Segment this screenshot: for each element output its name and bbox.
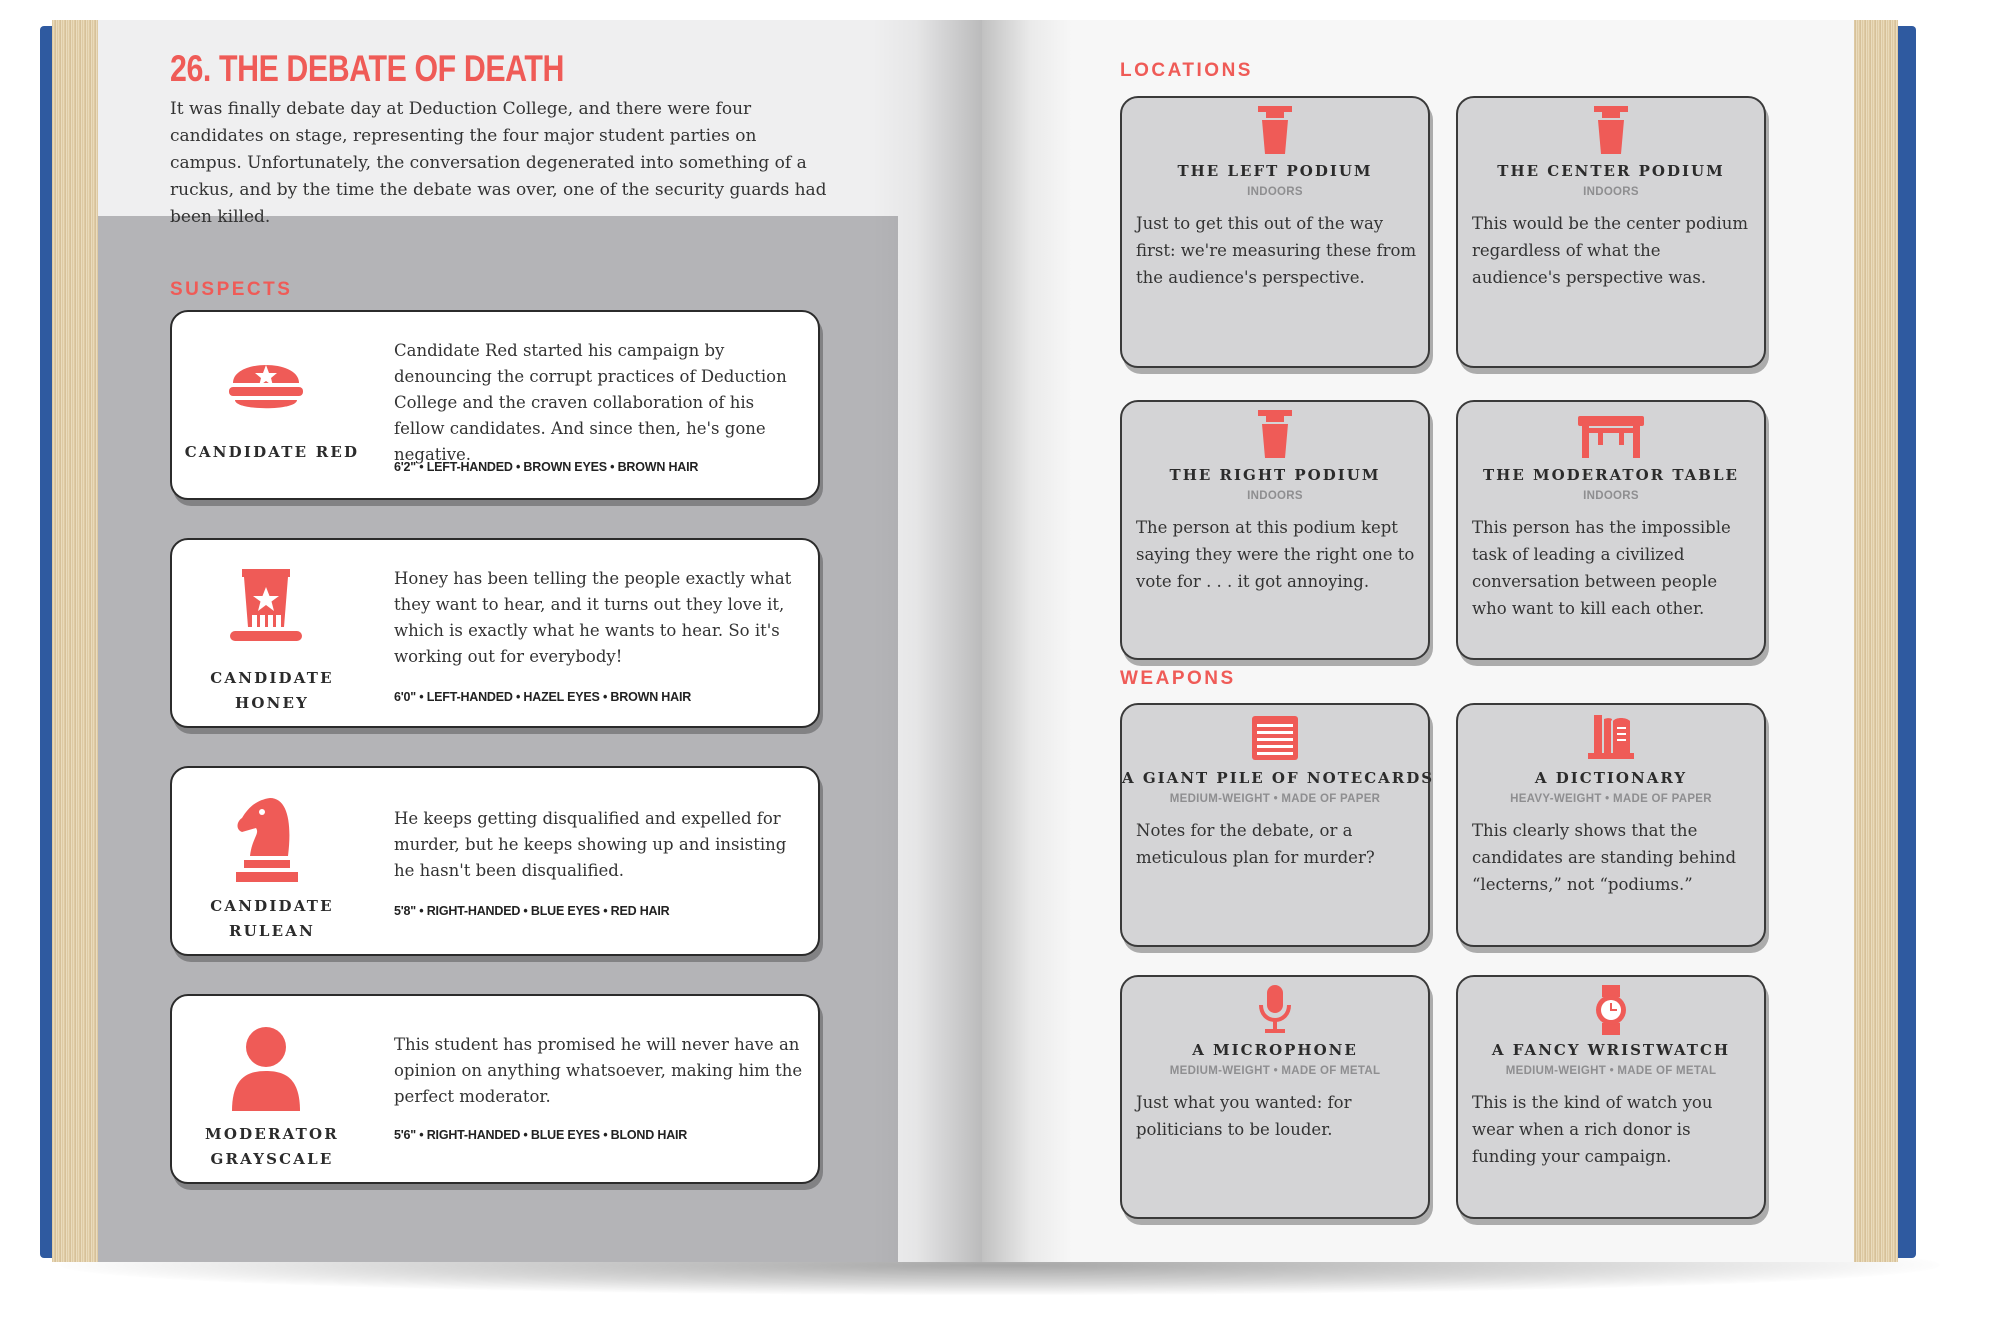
weapon-description: This is the kind of watch you wear when a rich donor is funding your campaign. — [1472, 1093, 1713, 1166]
page-edges-left — [52, 20, 100, 1262]
suspect-stats: 6'0" • LEFT-HANDED • HAZEL EYES • BROWN HAIR — [394, 690, 692, 704]
chess-knight-icon — [216, 790, 316, 890]
location-card-moderator-table — [1456, 400, 1766, 660]
weapon-sub: HEAVY-WEIGHT • MADE OF PAPER — [1510, 793, 1712, 805]
podium-icon — [1122, 410, 1428, 460]
weapon-card-microphone — [1120, 975, 1430, 1219]
location-sub: INDOORS — [1247, 490, 1303, 502]
suspect-card-red — [170, 310, 820, 500]
weapon-sub: MEDIUM-WEIGHT • MADE OF METAL — [1505, 1065, 1717, 1077]
right-page — [982, 20, 1854, 1262]
locations-heading: LOCATIONS — [1120, 60, 1253, 81]
location-name: THE RIGHT PODIUM — [1169, 466, 1381, 484]
suspect-stats: 6'2" • LEFT-HANDED • BROWN EYES • BROWN HAIR — [394, 460, 699, 474]
weapon-card-dictionary — [1456, 703, 1766, 947]
microphone-icon — [1122, 985, 1428, 1035]
location-sub: INDOORS — [1583, 186, 1639, 198]
spine-shadow-left — [872, 20, 982, 1262]
wristwatch-icon — [1458, 985, 1764, 1035]
location-sub: INDOORS — [1247, 186, 1303, 198]
weapon-description: Notes for the debate, or a meticulous plan for murder? — [1136, 821, 1375, 867]
page-edges-right — [1852, 20, 1898, 1262]
weapon-sub: MEDIUM-WEIGHT • MADE OF METAL — [1169, 1065, 1381, 1077]
weapon-description: Just what you wanted: for politicians to be louder. — [1136, 1093, 1352, 1139]
weapon-name: A GIANT PILE OF NOTECARDS — [1122, 769, 1435, 787]
suspect-card-honey — [170, 538, 820, 728]
police-cap-icon — [216, 334, 316, 434]
weapon-sub: MEDIUM-WEIGHT • MADE OF PAPER — [1169, 793, 1381, 805]
location-description: Just to get this out of the way first: we're measuring these from the audience's perspective. — [1136, 214, 1417, 287]
weapon-name: A DICTIONARY — [1534, 769, 1688, 787]
suspect-card-rulean — [170, 766, 820, 956]
weapon-card-wristwatch — [1456, 975, 1766, 1219]
suspect-name: CANDIDATE RED — [184, 443, 360, 461]
spine-shadow-right — [982, 20, 1072, 1262]
suspect-stats: 5'6" • RIGHT-HANDED • BLUE EYES • BLOND HAIR — [394, 1128, 688, 1142]
suspect-description: Honey has been telling the people exactly what they want to hear, and it turns out they love it, which is exactly what he wants to hear. So it's working out for everybody! — [394, 569, 792, 666]
location-sub: INDOORS — [1583, 490, 1639, 502]
podium-icon — [1122, 106, 1428, 156]
weapon-name: A MICROPHONE — [1192, 1041, 1358, 1059]
suspect-description: Candidate Red started his campaign by denouncing the corrupt practices of Deduction College and the craven collaboration of his fellow candidates. And since then, he's gone negative. — [394, 341, 787, 464]
notecards-icon — [1122, 713, 1428, 763]
location-description: This person has the impossible task of leading a civilized conversation between people who want to kill each other. — [1472, 518, 1731, 618]
location-name: THE CENTER PODIUM — [1497, 162, 1725, 180]
podium-icon — [1458, 106, 1764, 156]
suspect-name: MODERATOR GRAYSCALE — [205, 1125, 339, 1168]
table-icon — [1458, 410, 1764, 460]
suspect-card-grayscale — [170, 994, 820, 1184]
intro-paragraph: It was finally debate day at Deduction College, and there were four candidates on stage, representing the four major student parties on campus. Unfortunately, the conversation degenerated into something of a ruckus, and by the time the debate was over, one of the security guards had been killed. — [170, 99, 827, 227]
weapon-card-notecards — [1120, 703, 1435, 947]
left-page — [98, 20, 982, 1262]
weapon-name: A FANCY WRISTWATCH — [1491, 1041, 1731, 1059]
suspect-stats: 5'8" • RIGHT-HANDED • BLUE EYES • RED HAIR — [394, 904, 670, 918]
suspect-description: He keeps getting disqualified and expelled for murder, but he keeps showing up and insisting he hasn't been disqualified. — [394, 809, 787, 880]
location-name: THE MODERATOR TABLE — [1483, 466, 1739, 484]
person-icon — [216, 1018, 316, 1118]
suspect-description: This student has promised he will never have an opinion on anything whatsoever, making him the perfect moderator. — [394, 1035, 803, 1106]
location-card-right-podium — [1120, 400, 1430, 660]
weapon-description: This clearly shows that the candidates are standing behind “lecterns,” not “podiums.” — [1472, 821, 1737, 894]
page-title: 26. THE DEBATE OF DEATH — [170, 48, 565, 89]
location-description: The person at this podium kept saying they were the right one to vote for . . . it got annoying. — [1136, 518, 1415, 591]
location-name: THE LEFT PODIUM — [1177, 162, 1373, 180]
location-description: This would be the center podium regardless of what the audience's perspective was. — [1472, 214, 1748, 287]
suspect-name: CANDIDATE RULEAN — [210, 897, 334, 940]
book-icon — [1458, 713, 1764, 763]
location-card-left-podium — [1120, 96, 1430, 368]
location-card-center-podium — [1456, 96, 1766, 368]
suspects-heading: SUSPECTS — [170, 279, 293, 300]
suspect-name: CANDIDATE HONEY — [210, 669, 334, 712]
weapons-heading: WEAPONS — [1120, 668, 1236, 689]
top-hat-icon — [216, 562, 316, 662]
